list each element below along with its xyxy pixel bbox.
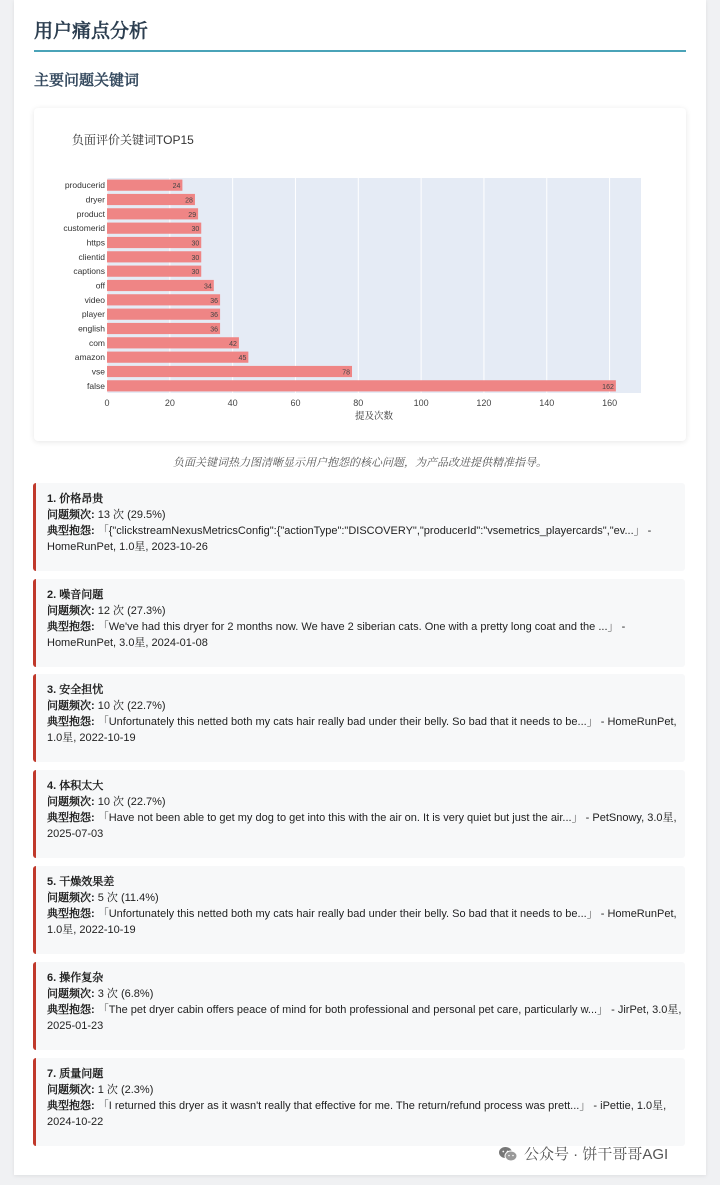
frequency-value: 10 次 (22.7%) xyxy=(94,796,166,808)
y-tick-label: off xyxy=(95,280,105,291)
frequency-value: 5 次 (11.4%) xyxy=(94,892,159,904)
data-label: 36 xyxy=(210,312,219,320)
bar xyxy=(107,223,201,234)
issue-title-text: 3. 安全担忧 xyxy=(47,684,104,696)
issue-title-text: 5. 干燥效果差 xyxy=(47,876,115,888)
frequency-value: 13 次 (29.5%) xyxy=(94,509,166,521)
issue-title-text: 2. 噪音问题 xyxy=(47,589,104,601)
bar xyxy=(107,237,201,248)
y-tick-label: captions xyxy=(73,266,105,277)
y-tick-label: video xyxy=(84,294,105,305)
bar xyxy=(107,208,198,219)
frequency-label: 问题频次: xyxy=(47,605,95,617)
issue-quote xyxy=(47,619,685,635)
x-tick-label: 160 xyxy=(602,398,618,408)
y-tick-label: english xyxy=(78,323,105,334)
x-tick-label: 80 xyxy=(353,398,364,408)
issue-quote-source xyxy=(47,1018,685,1034)
issue-card xyxy=(33,770,685,858)
y-tick-label: producerid xyxy=(64,180,105,191)
quote-source: 2024-10-22 xyxy=(47,1116,104,1128)
issue-quote xyxy=(47,523,685,539)
quote-text: 「Unfortunately this netted both my cats hair really bad under their belly. So bad that it needs to be...」 - HomeRunPet, xyxy=(94,908,677,920)
bar xyxy=(107,380,616,391)
quote-source: 2025-01-23 xyxy=(47,1020,104,1032)
quote-source: 1.0星, 2022-10-19 xyxy=(47,732,136,744)
issue-title xyxy=(47,682,685,698)
title-divider xyxy=(34,50,686,52)
y-tick-label: clientid xyxy=(78,251,105,262)
issue-quote-source xyxy=(47,1114,685,1130)
report-card xyxy=(14,0,706,1175)
issue-frequency xyxy=(47,986,685,1002)
chart-container xyxy=(34,108,686,441)
x-tick-label: 40 xyxy=(227,398,238,408)
issue-card xyxy=(33,1058,685,1146)
issue-frequency xyxy=(47,1082,685,1098)
data-label: 30 xyxy=(191,269,200,277)
data-label: 24 xyxy=(172,183,181,191)
quote-text: 「{"clickstreamNexusMetricsConfig":{"actionType":"DISCOVERY","producerId":"vsemetrics_playercards","ev...」 - xyxy=(94,525,652,537)
data-label: 42 xyxy=(229,340,237,348)
quote-text: 「We've had this dryer for 2 months now. We have 2 siberian cats. One with a pretty long coat and the ...」 - xyxy=(94,621,626,633)
issue-frequency xyxy=(47,890,685,906)
issue-title xyxy=(47,1066,685,1082)
issue-card xyxy=(33,483,685,571)
data-label: 78 xyxy=(342,369,351,377)
y-tick-label: player xyxy=(81,309,105,320)
quote-source: 1.0星, 2022-10-19 xyxy=(47,924,136,936)
quote-source: HomeRunPet, 1.0星, 2023-10-26 xyxy=(47,541,208,553)
issue-title-text: 4. 体积太大 xyxy=(47,780,104,792)
quote-text: 「The pet dryer cabin offers peace of mind for both professional and personal pet care, particularly w...」 - JirPet, 3.0星, xyxy=(94,1004,682,1016)
issue-card xyxy=(33,579,685,667)
data-label: 36 xyxy=(210,297,219,305)
quote-label: 典型抱怨: xyxy=(47,1100,95,1112)
issue-frequency xyxy=(47,698,685,714)
y-tick-label: com xyxy=(88,337,105,348)
y-tick-label: product xyxy=(76,208,105,219)
frequency-value: 3 次 (6.8%) xyxy=(94,988,154,1000)
frequency-value: 12 次 (27.3%) xyxy=(94,605,166,617)
bar xyxy=(107,180,182,191)
quote-label: 典型抱怨: xyxy=(47,908,95,920)
data-label: 29 xyxy=(188,211,197,219)
issue-frequency xyxy=(47,603,685,619)
frequency-label: 问题频次: xyxy=(47,988,95,1000)
issue-card xyxy=(33,962,685,1050)
section-title: 主要问题关键词 xyxy=(34,72,140,89)
quote-label: 典型抱怨: xyxy=(47,1004,95,1016)
issue-title-text: 6. 操作复杂 xyxy=(47,972,104,984)
frequency-label: 问题频次: xyxy=(47,700,95,712)
data-label: 30 xyxy=(191,240,200,248)
frequency-value: 10 次 (22.7%) xyxy=(94,700,166,712)
issue-quote-source xyxy=(47,730,685,746)
issue-card xyxy=(33,866,685,954)
quote-label: 典型抱怨: xyxy=(47,621,95,633)
chart-caption: 负面关键词热力图清晰显示用户抱怨的核心问题，为产品改进提供精准指导。 xyxy=(173,457,547,469)
x-tick-label: 100 xyxy=(413,398,429,408)
issue-title xyxy=(47,874,685,890)
frequency-label: 问题频次: xyxy=(47,892,95,904)
data-label: 45 xyxy=(238,355,247,363)
wechat-icon xyxy=(498,1146,518,1162)
x-tick-label: 0 xyxy=(104,398,110,408)
issue-quote-source xyxy=(47,922,685,938)
issue-quote-source xyxy=(47,635,685,651)
issue-quote xyxy=(47,1002,685,1018)
issue-title xyxy=(47,491,685,507)
y-tick-label: https xyxy=(86,237,105,248)
x-tick-label: 60 xyxy=(290,398,301,408)
x-tick-label: 140 xyxy=(539,398,555,408)
bar xyxy=(107,280,214,291)
bar xyxy=(107,337,239,348)
x-tick-label: 120 xyxy=(476,398,492,408)
watermark-text: 公众号 · 饼干哥哥AGI xyxy=(524,1146,669,1163)
frequency-label: 问题频次: xyxy=(47,796,95,808)
y-tick-label: dryer xyxy=(85,194,105,205)
data-label: 34 xyxy=(204,283,212,291)
data-label: 28 xyxy=(185,197,193,205)
bar xyxy=(107,352,248,363)
issue-frequency xyxy=(47,507,685,523)
issue-quote xyxy=(47,1098,685,1114)
quote-text: 「I returned this dryer as it wasn't really that effective for me. The return/refund process was prett...」 - iPettie, 1.0星, xyxy=(94,1100,667,1112)
quote-label: 典型抱怨: xyxy=(47,716,95,728)
y-tick-label: amazon xyxy=(74,352,105,363)
issue-card xyxy=(33,674,685,762)
issue-quote xyxy=(47,810,685,826)
quote-text: 「Unfortunately this netted both my cats hair really bad under their belly. So bad that it needs to be...」 - HomeRunPet, xyxy=(94,716,677,728)
watermark xyxy=(498,1143,668,1164)
bar xyxy=(107,294,220,305)
frequency-label: 问题频次: xyxy=(47,1084,95,1096)
quote-label: 典型抱怨: xyxy=(47,525,95,537)
y-tick-label: vse xyxy=(91,366,105,377)
data-label: 36 xyxy=(210,326,219,334)
y-tick-label: customerid xyxy=(63,223,105,234)
bar xyxy=(107,194,195,205)
bar xyxy=(107,323,220,334)
issue-quote-source xyxy=(47,539,685,555)
chart-title: 负面评价关键词TOP15 xyxy=(72,133,194,147)
data-label: 30 xyxy=(191,226,200,234)
issue-quote-source xyxy=(47,826,685,842)
issue-frequency xyxy=(47,794,685,810)
bar xyxy=(107,309,220,320)
x-axis-label: 提及次数 xyxy=(354,411,394,422)
issue-quote xyxy=(47,714,685,730)
bar xyxy=(107,366,352,377)
bar xyxy=(107,266,201,277)
data-label: 30 xyxy=(191,254,200,262)
issue-quote xyxy=(47,906,685,922)
issue-title xyxy=(47,970,685,986)
issue-title-text: 1. 价格昂贵 xyxy=(47,493,104,505)
issue-title-text: 7. 质量问题 xyxy=(47,1068,104,1080)
frequency-label: 问题频次: xyxy=(47,509,95,521)
page-title: 用户痛点分析 xyxy=(34,21,149,42)
quote-source: HomeRunPet, 3.0星, 2024-01-08 xyxy=(47,637,208,649)
quote-label: 典型抱怨: xyxy=(47,812,95,824)
data-label: 162 xyxy=(602,383,614,391)
bar xyxy=(107,251,201,262)
frequency-value: 1 次 (2.3%) xyxy=(94,1084,154,1096)
x-tick-label: 20 xyxy=(164,398,175,408)
keyword-bar-chart xyxy=(34,108,686,441)
quote-text: 「Have not been able to get my dog to get into this with the air on. It is very quiet but just the air...」 - PetSnowy, 3.0星, xyxy=(94,812,677,824)
y-tick-label: false xyxy=(87,380,105,391)
issue-title xyxy=(47,778,685,794)
issue-title xyxy=(47,587,685,603)
quote-source: 2025-07-03 xyxy=(47,828,104,840)
